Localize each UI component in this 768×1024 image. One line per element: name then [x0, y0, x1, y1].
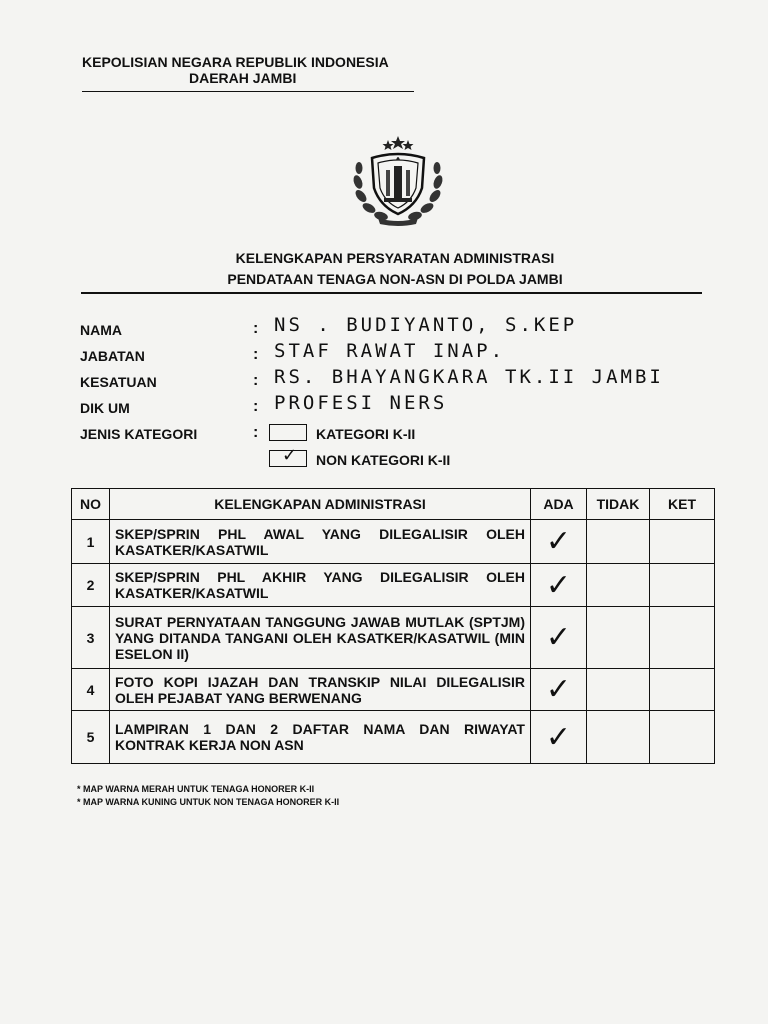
field-nama: [80, 316, 680, 338]
row-number: 5: [72, 711, 110, 764]
ada-cell[interactable]: [531, 711, 587, 764]
ada-cell[interactable]: [531, 607, 587, 669]
check-mark-icon: ✓: [282, 445, 298, 465]
field-colon: :: [253, 398, 259, 415]
field-label: DIK UM: [80, 400, 130, 416]
organization-header: [82, 54, 414, 86]
ket-cell[interactable]: [650, 669, 715, 711]
header-kelengkapan: KELENGKAPAN ADMINISTRASI: [110, 489, 531, 520]
table-row: [72, 669, 715, 711]
field-dik-um: [80, 394, 680, 416]
ket-cell[interactable]: [650, 520, 715, 564]
header-ket: KET: [650, 489, 715, 520]
tidak-cell[interactable]: [587, 607, 650, 669]
check-mark-icon: ✓: [545, 524, 572, 559]
header-no: NO: [72, 489, 110, 520]
tidak-cell[interactable]: [587, 711, 650, 764]
ada-cell[interactable]: [531, 669, 587, 711]
row-description: SURAT PERNYATAAN TANGGUNG JAWAB MUTLAK (SPTJM) YANG DITANDA TANGANI OLEH KASATKER/KASATWIL (MIN ESELON II): [110, 607, 531, 669]
field-jabatan: [80, 342, 680, 364]
ket-cell[interactable]: [650, 564, 715, 607]
requirements-table: [71, 488, 715, 764]
table-header-row: [72, 489, 715, 520]
tidak-cell[interactable]: [587, 564, 650, 607]
field-label: JABATAN: [80, 348, 145, 364]
police-emblem-icon: [350, 136, 446, 226]
tidak-cell[interactable]: [587, 520, 650, 564]
document-title-line1: KELENGKAPAN PERSYARATAN ADMINISTRASI: [235, 250, 555, 266]
field-colon: :: [253, 320, 259, 337]
check-mark-icon: ✓: [545, 620, 572, 655]
footnote-red-folder: * MAP WARNA MERAH UNTUK TENAGA HONORER K-II: [77, 784, 315, 794]
kategori-k2-checkbox[interactable]: [269, 424, 307, 441]
ket-cell[interactable]: [650, 711, 715, 764]
field-label: KESATUAN: [80, 374, 157, 390]
row-description: SKEP/SPRIN PHL AWAL YANG DILEGALISIR OLEH KASATKER/KASATWIL: [110, 520, 531, 564]
check-mark-icon: ✓: [545, 567, 572, 603]
footnote-yellow-folder: * MAP WARNA KUNING UNTUK NON TENAGA HONORER K-II: [77, 797, 340, 807]
row-description: LAMPIRAN 1 DAN 2 DAFTAR NAMA DAN RIWAYAT KONTRAK KERJA NON ASN: [110, 711, 531, 764]
field-label: NAMA: [80, 322, 122, 338]
field-kesatuan: [80, 368, 680, 390]
row-number: 3: [72, 607, 110, 669]
field-value-handwritten: NS . BUDIYANTO, S.KEP: [274, 314, 578, 336]
check-mark-icon: ✓: [545, 719, 572, 755]
table-row: [72, 564, 715, 607]
row-number: 4: [72, 669, 110, 711]
ket-cell[interactable]: [650, 607, 715, 669]
table-row: [72, 711, 715, 764]
table-row: [72, 607, 715, 669]
ada-cell[interactable]: [531, 520, 587, 564]
row-description: FOTO KOPI IJAZAH DAN TRANSKIP NILAI DILEGALISIR OLEH PEJABAT YANG BERWENANG: [110, 669, 531, 711]
document-title-line2: PENDATAAN TENAGA NON-ASN DI POLDA JAMBI: [227, 271, 563, 287]
table-row: [72, 520, 715, 564]
field-colon: :: [253, 424, 259, 441]
org-name-line1: KEPOLISIAN NEGARA REPUBLIK INDONESIA: [82, 54, 389, 70]
field-value-handwritten: STAF RAWAT INAP.: [274, 340, 506, 362]
row-number: 2: [72, 564, 110, 607]
check-mark-icon: ✓: [545, 672, 572, 707]
header-ada: ADA: [531, 489, 587, 520]
field-value-handwritten: RS. BHAYANGKARA TK.II JAMBI: [274, 366, 664, 388]
org-name-line2: DAERAH JAMBI: [189, 70, 297, 86]
field-colon: :: [253, 372, 259, 389]
field-label: JENIS KATEGORI: [80, 426, 198, 442]
field-value-handwritten: PROFESI NERS: [274, 392, 448, 414]
kategori-k2-label: KATEGORI K-II: [316, 426, 416, 442]
title-divider: [81, 292, 702, 294]
non-kategori-k2-checkbox[interactable]: [269, 445, 307, 467]
field-colon: :: [253, 346, 259, 363]
row-number: 1: [72, 520, 110, 564]
footnotes: [77, 783, 339, 809]
row-description: SKEP/SPRIN PHL AKHIR YANG DILEGALISIR OLEH KASATKER/KASATWIL: [110, 564, 531, 607]
header-tidak: TIDAK: [587, 489, 650, 520]
non-kategori-k2-label: NON KATEGORI K-II: [316, 452, 451, 468]
tidak-cell[interactable]: [587, 669, 650, 711]
header-divider: [82, 91, 414, 92]
ada-cell[interactable]: [531, 564, 587, 607]
